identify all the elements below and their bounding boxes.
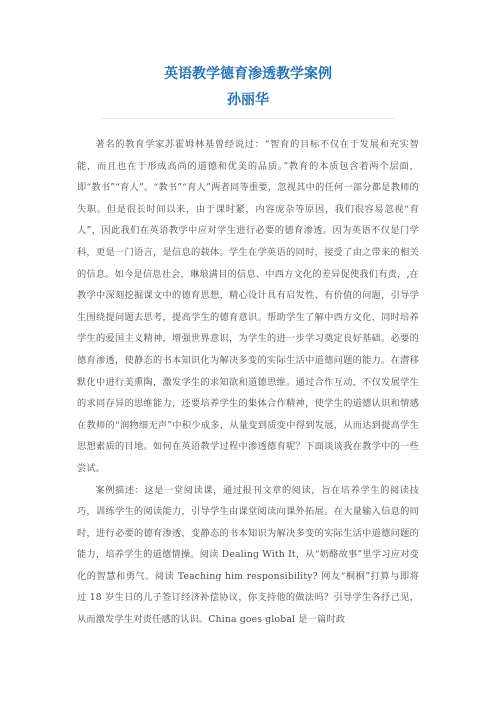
paragraph-case-description: 案例描述：这是一堂阅读课，通过报刊文章的阅读，旨在培养学生的阅读技巧，训练学生的阅读能力，引导学生由课堂阅读向课外拓展。在大量输入信息的同时，进行必要的德育渗透，变静态的书本知识为解决多变的实际生活中道德问题的能力，培养学生的道德情操。阅读 Dealing With It，从“奶酪故事”里学习应对变化的智慧和勇气。阅读 Teaching him responsibility? 网友“桐桐”打算与即将过 18 岁生日的儿子签订经济补偿协议，你支持他的做法吗？引导学生各抒己见，从而激发学生对责任感的认识。China goes global 是一篇时政 bbox=[77, 484, 419, 626]
title-divider bbox=[100, 118, 396, 119]
document-title: 英语教学德育渗透教学案例 bbox=[164, 66, 332, 82]
paragraph-intro: 著名的教育学家苏霍姆林基曾经说过：“智育的目标不仅在于发展和充实智能，而且也在于形成高尚的道德和优美的品质。”教育的本质包含着两个层面，即“教书”“育人”。“教书”“育人”两者同等重要，忽视其中的任何一部分都是教师的失职。但是很长时间以来，由于课时紧，内容庞杂等原因，我们很容易忽视“育人”，因此我们在英语教学中应对学生进行必要的德育渗透。因为英语不仅是门学科，更是一门语言，是信息的载体。学生在学英语的同时，接受了由之带来的相关的信息。如今是信息社会，琳琅满目的信息、中西方文化的差异促使我们有责，,在教学中深刻挖掘课文中的德育思想，精心设计具有启发性、有价值的问题，引导学生围绕提问题去思考，提高学生的德育意识。帮助学生了解中西方文化，同时培养学生的爱国主义精神，增强世界意识，为学生的进一步学习奠定良好基础。必要的德育渗透，使静态的书本知识化为解决多变的实际生活中道德问题的能力。在潜移默化中进行美熏陶，激发学生的求知欲和道德思维。通过合作互动，不仅发展学生的求同存异的思维能力，还要培养学生的集体合作精神，使学生的道德认识和情感在教师的“润物细无声”中积少成多，从量变到质变中得到发展，从而达到提高学生思想素质的目地。如何在英语教学过程中渗透德育呢？下面谈谈我在教学中的一些尝试。 bbox=[77, 139, 419, 474]
document-body bbox=[77, 134, 419, 631]
document-author: 孙丽华 bbox=[227, 92, 269, 108]
